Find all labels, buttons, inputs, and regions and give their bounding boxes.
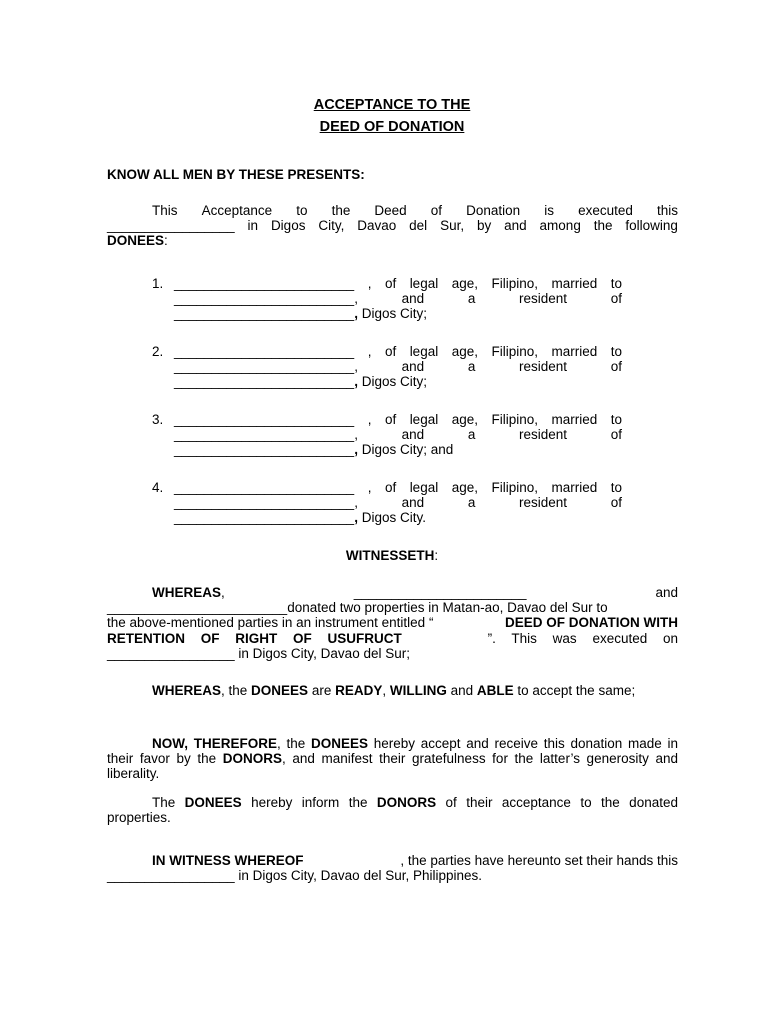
donees-label: DONEES — [107, 233, 165, 248]
word: the — [331, 203, 351, 218]
blank-line: ________________________, — [174, 427, 358, 442]
blank-line: ________________________, — [174, 359, 358, 374]
blank-line: ________________________ — [174, 510, 355, 525]
word: by — [476, 218, 492, 233]
whereas1-line-4: RETENTION OF RIGHT OF USUFRUCT ”. This was executed on — [107, 631, 678, 646]
word: City, — [318, 218, 345, 233]
word: among — [539, 218, 581, 233]
blank-line: ________________________ — [174, 442, 355, 457]
donee-number: 4. — [152, 480, 164, 495]
blank-line: ________________________ — [174, 276, 355, 291]
blank-line: ________________________ — [174, 412, 355, 427]
whereas1-line-3: the above-mentioned parties in an instrument entitled “ DEED OF DONATION WITH — [107, 615, 678, 630]
title-line-1: ACCEPTANCE TO THE — [313, 97, 471, 113]
blank-line: ________________________, — [174, 291, 358, 306]
word: and — [504, 218, 527, 233]
donee-entry-line-2: ________________________, and a resident of — [174, 291, 622, 306]
word: Donation — [466, 203, 521, 218]
word: del — [409, 218, 428, 233]
whereas-label: WHEREAS — [152, 585, 222, 600]
now-therefore-paragraph: NOW, THEREFORE, the DONEES hereby accept and receive this donation made in their favor by the DONORS, and manifest their gratefulness for the latter’s generosity and liberality. — [107, 736, 678, 781]
word: Davao — [357, 218, 397, 233]
donee-entry-line-1: 2. ________________________ , of legal age, Filipino, married to — [152, 344, 622, 359]
title-line-2: DEED OF DONATION — [319, 119, 465, 135]
word: This — [152, 203, 178, 218]
whereas2-paragraph: WHEREAS, the DONEES are READY, WILLING and ABLE to accept the same; — [152, 683, 636, 698]
blank-line: ________________________ — [174, 344, 355, 359]
intro-line-2 — [107, 218, 678, 233]
witness-whereof-line-1: IN WITNESS WHEREOF , the parties have hereunto set their hands this — [152, 853, 678, 868]
donee-entry-line-3: ________________________ , Digos City; — [174, 306, 427, 321]
donee-entry-line-3: ________________________ , Digos City; and — [174, 442, 454, 457]
blank-line: _________________ — [107, 218, 235, 233]
blank-line: _________________ — [107, 646, 235, 661]
word: is — [544, 203, 554, 218]
blank-line: _______________________ — [353, 585, 527, 600]
donee-entry-line-2: ________________________, and a resident of — [174, 427, 622, 442]
blank-line: ________________________ — [174, 306, 355, 321]
word: this — [656, 203, 678, 218]
word: following — [625, 218, 678, 233]
blank-line: ________________________ — [174, 480, 355, 495]
word: of — [430, 203, 443, 218]
word: to — [296, 203, 308, 218]
blank-line: ________________________ — [107, 600, 288, 615]
donee-entry-line-2: ________________________, and a resident of — [174, 495, 622, 510]
donee-entry-line-3: ________________________ , Digos City; — [174, 374, 427, 389]
word: Digos — [270, 218, 306, 233]
whereas1-line-2: ________________________donated two properties in Matan-ao, Davao del Sur to — [107, 600, 608, 615]
word: Sur, — [440, 218, 465, 233]
word: in — [247, 218, 259, 233]
donee-number: 1. — [152, 276, 164, 291]
opening-line: KNOW ALL MEN BY THESE PRESENTS: — [107, 167, 365, 182]
witnesseth-heading: WITNESSETH: — [345, 548, 439, 563]
word: Deed — [374, 203, 407, 218]
donee-entry-line-1: 3. ________________________ , of legal age, Filipino, married to — [152, 412, 622, 427]
donee-number: 3. — [152, 412, 164, 427]
intro-line-3: DONEES: — [107, 233, 168, 248]
word: the — [593, 218, 613, 233]
whereas1-line-5: _________________ in Digos City, Davao del Sur; — [107, 646, 410, 661]
witness-whereof-line-2: _________________ in Digos City, Davao del Sur, Philippines. — [107, 868, 483, 883]
word: executed — [578, 203, 633, 218]
blank-line: _________________ — [107, 868, 235, 883]
blank-line: ________________________, — [174, 495, 358, 510]
blank-line: ________________________ — [174, 374, 355, 389]
intro-line-1 — [152, 203, 678, 218]
whereas1-line-1: WHEREAS, _______________________ and — [152, 585, 678, 600]
donee-entry-line-1: 4. ________________________ , of legal age, Filipino, married to — [152, 480, 622, 495]
donee-entry-line-3: ________________________ , Digos City. — [174, 510, 426, 525]
word: Acceptance — [201, 203, 273, 218]
inform-paragraph: The DONEES hereby inform the DONORS of their acceptance to the donated properties. — [107, 795, 678, 825]
donee-entry-line-1: 1. ________________________ , of legal age, Filipino, married to — [152, 276, 622, 291]
donee-entry-line-2: ________________________, and a resident of — [174, 359, 622, 374]
donee-number: 2. — [152, 344, 164, 359]
